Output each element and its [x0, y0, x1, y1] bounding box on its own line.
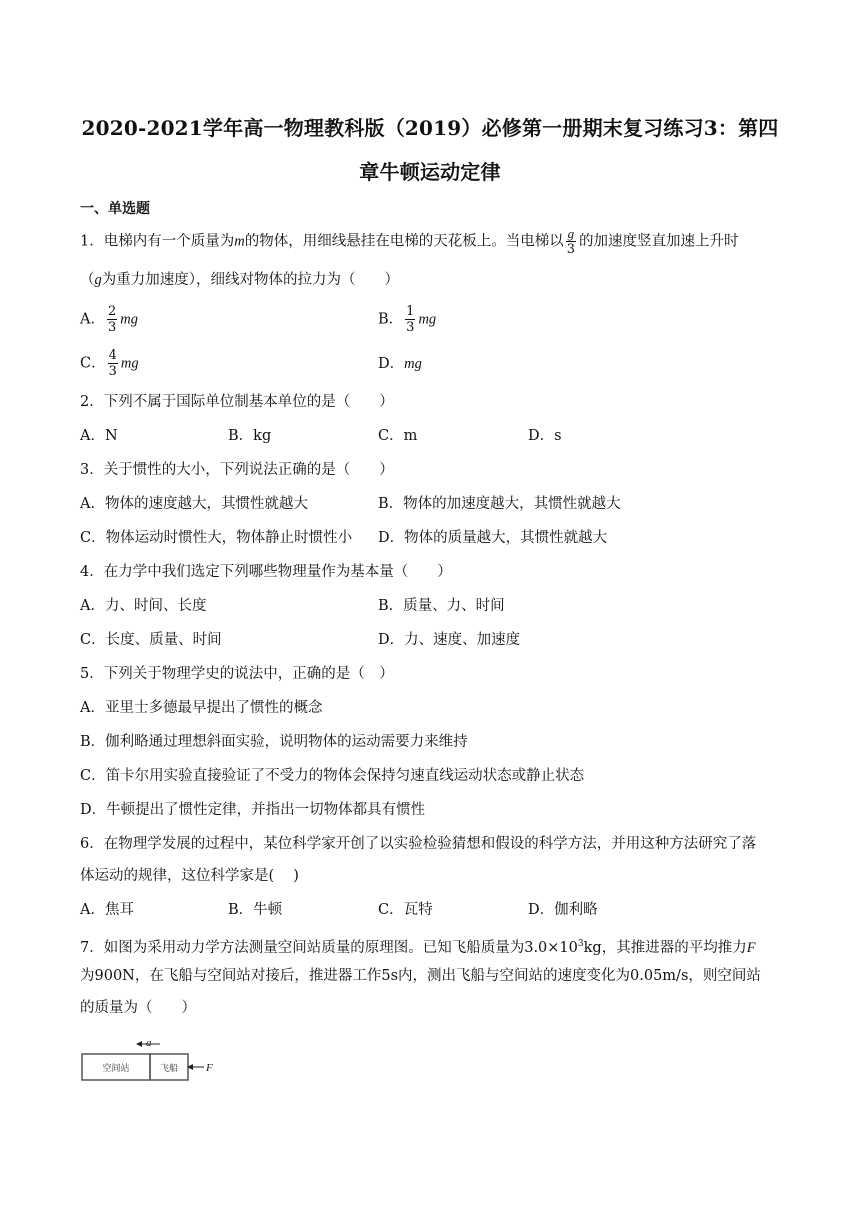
q1-gravity-symbol: g — [94, 272, 102, 288]
q1-option-d[interactable]: D．mg — [378, 356, 422, 372]
q6-option-c[interactable]: C．瓦特 — [378, 902, 433, 918]
q5-stem: 5．下列关于物理学史的说法中，正确的是（ ） — [80, 666, 394, 682]
diagram-force-label: F — [206, 1062, 213, 1074]
q3-option-b[interactable]: B．物体的加速度越大，其惯性就越大 — [378, 496, 621, 512]
q5-option-d[interactable]: D．牛顿提出了惯性定律，并指出一切物体都具有惯性 — [80, 802, 426, 818]
q6-stem-line-2: 体运动的规律，这位科学家是( ) — [80, 868, 299, 884]
document-title-line-2: 章牛顿运动定律 — [359, 160, 501, 184]
q6-stem-line-1: 6．在物理学发展的过程中，某位科学家开创了以实验检验猜想和假设的科学方法，并用这种方法研究了落 — [80, 836, 757, 852]
diagram-station-label: 空间站 — [102, 1064, 130, 1074]
q3-stem: 3．关于惯性的大小，下列说法正确的是（ ） — [80, 462, 394, 478]
q4-option-d[interactable]: D．力、速度、加速度 — [378, 632, 521, 648]
q6-option-d[interactable]: D．伽利略 — [528, 902, 598, 918]
diagram-acceleration-label: a — [146, 1037, 152, 1049]
q4-stem: 4．在力学中我们选定下列哪些物理量作为基本量（ ） — [80, 564, 452, 580]
q7-stem-line-1: 7．如图为采用动力学方法测量空间站质量的原理图。已知飞船质量为$3.0\times 10^3kg$，其推进器的平均推力F — [80, 939, 756, 956]
q3-option-c[interactable]: C．物体运动时惯性大，物体静止时惯性小 — [80, 530, 353, 546]
q1-option-a[interactable]: A． $\frac{2}{3}$ mg — [80, 304, 138, 335]
q6-option-a[interactable]: A．焦耳 — [80, 902, 134, 918]
q7-force-symbol: F — [746, 939, 756, 956]
q4-option-c[interactable]: C．长度、质量、时间 — [80, 632, 222, 648]
q1-option-c[interactable]: C． $\frac{4}{3}$ mg — [80, 348, 139, 379]
diagram-ship-label: 飞船 — [159, 1064, 179, 1074]
q4-option-a[interactable]: A．力、时间、长度 — [80, 598, 207, 614]
q7-stem-line-3: 的质量为（ ） — [80, 1000, 196, 1016]
q2-option-c[interactable]: C．m — [378, 428, 418, 444]
q1-stem-line-2: （g为重力加速度），细线对物体的拉力为（ ） — [80, 272, 399, 288]
q6-option-b[interactable]: B．牛顿 — [228, 902, 283, 918]
q4-option-b[interactable]: B．质量、力、时间 — [378, 598, 505, 614]
q3-option-d[interactable]: D．物体的质量越大，其惯性就越大 — [378, 530, 608, 546]
document-title-line-1: 2020-2021学年高一物理教科版（2019）必修第一册期末复习练习3：第四 — [81, 116, 779, 140]
q2-stem: 2．下列不属于国际单位制基本单位的是（ ） — [80, 394, 394, 410]
q5-option-c[interactable]: C．笛卡尔用实验直接验证了不受力的物体会保持匀速直线运动状态或静止状态 — [80, 768, 585, 784]
q5-option-a[interactable]: A．亚里士多德最早提出了惯性的概念 — [80, 700, 323, 716]
q2-option-b[interactable]: B．kg — [228, 428, 272, 444]
q7-docking-diagram — [80, 1036, 220, 1084]
q1-mass-symbol: m — [234, 233, 245, 250]
q5-option-b[interactable]: B．伽利略通过理想斜面实验，说明物体的运动需要力来维持 — [80, 734, 468, 750]
q1-option-b[interactable]: B． $\frac{1}{3}$ mg — [378, 304, 437, 335]
q2-option-a[interactable]: A．N — [80, 428, 118, 444]
q2-option-d[interactable]: D．s — [528, 428, 562, 444]
section-heading: 一、单选题 — [80, 201, 150, 217]
q1-acceleration-fraction: $\frac{g}{3}$ — [566, 226, 575, 257]
q7-stem-line-2: 为900N，在飞船与空间站对接后，推进器工作5s内，测出飞船与空间站的速度变化为0.05m/s，则空间站 — [80, 968, 761, 984]
q3-option-a[interactable]: A．物体的速度越大，其惯性就越大 — [80, 496, 308, 512]
q1-stem-line-1: 1．电梯内有一个质量为m的物体，用细线悬挂在电梯的天花板上。当电梯以 $\frac{g}{3}$ 的加速度竖直加速上升时 — [80, 226, 739, 257]
